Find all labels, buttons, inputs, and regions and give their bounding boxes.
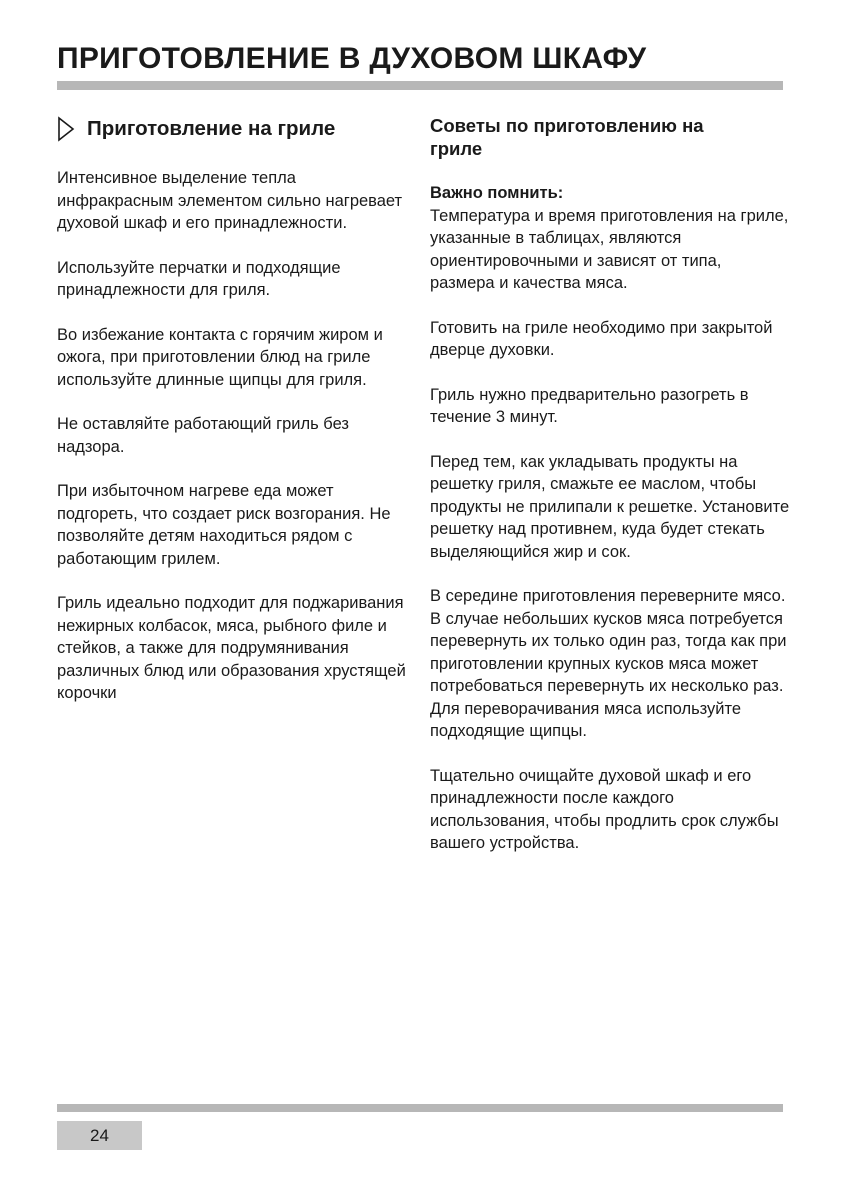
paragraph: Интенсивное выделение тепла инфракрасным элементом сильно нагревает духовой шкаф и его принадлежности. bbox=[57, 169, 403, 232]
paragraph: Используйте перчатки и подходящие принадлежности для гриля. bbox=[57, 258, 341, 299]
important-note-text: Температура и время приготовления на гриле, указанные в таблицах, являются ориентировочными и зависят от типа, размера и качества мяса. bbox=[430, 206, 789, 292]
section-heading-grill bbox=[57, 114, 412, 144]
paragraph: Тщательно очищайте духовой шкаф и его принадлежности после каждого использования, чтобы продлить срок службы вашего устройства. bbox=[430, 766, 779, 852]
paragraph: Гриль нужно предварительно разогреть в течение 3 минут. bbox=[430, 385, 749, 426]
paragraph: Готовить на гриле необходимо при закрытой дверце духовки. bbox=[430, 318, 773, 359]
footer-divider bbox=[57, 1104, 783, 1112]
paragraph: При избыточном нагреве еда может подгореть, что создает риск возгорания. Не позволяйте детям находиться рядом с работающим грилем. bbox=[57, 482, 391, 568]
page-title: ПРИГОТОВЛЕНИЕ В ДУХОВОМ ШКАФУ bbox=[57, 42, 647, 75]
page-number: 24 bbox=[57, 1121, 142, 1150]
important-note-label: Важно помнить: bbox=[430, 184, 564, 202]
paragraph: Гриль идеально подходит для поджаривания нежирных колбасок, мяса, рыбного филе и стейков, а также для подрумянивания различных блюд или образования хрустящей корочки bbox=[57, 594, 406, 702]
play-arrow-outline-icon bbox=[57, 116, 75, 142]
tips-heading: Советы по приготовлению на гриле bbox=[430, 115, 704, 159]
important-note bbox=[430, 182, 790, 295]
right-column bbox=[430, 114, 790, 877]
paragraph: Перед тем, как укладывать продукты на решетку гриля, смажьте ее маслом, чтобы продукты не прилипали к решетке. Установите решетку над противнем, куда будет стекать выделяющийся жир и сок. bbox=[430, 452, 790, 561]
left-column bbox=[57, 114, 412, 727]
paragraph: В середине приготовления переверните мясо. В случае небольших кусков мяса потребуется перевернуть их только один раз, тогда как при приготовлении крупных кусков мяса может потребоваться перевернуть их несколько раз. Для переворачивания мяса используйте подходящие щипцы. bbox=[430, 587, 787, 740]
paragraph: Во избежание контакта с горячим жиром и ожога, при приготовлении блюд на гриле используйте длинные щипцы для гриля. bbox=[57, 325, 383, 389]
section-heading-text: Приготовление на гриле bbox=[87, 116, 336, 140]
header-divider bbox=[57, 81, 783, 90]
paragraph: Не оставляйте работающий гриль без надзора. bbox=[57, 415, 349, 456]
